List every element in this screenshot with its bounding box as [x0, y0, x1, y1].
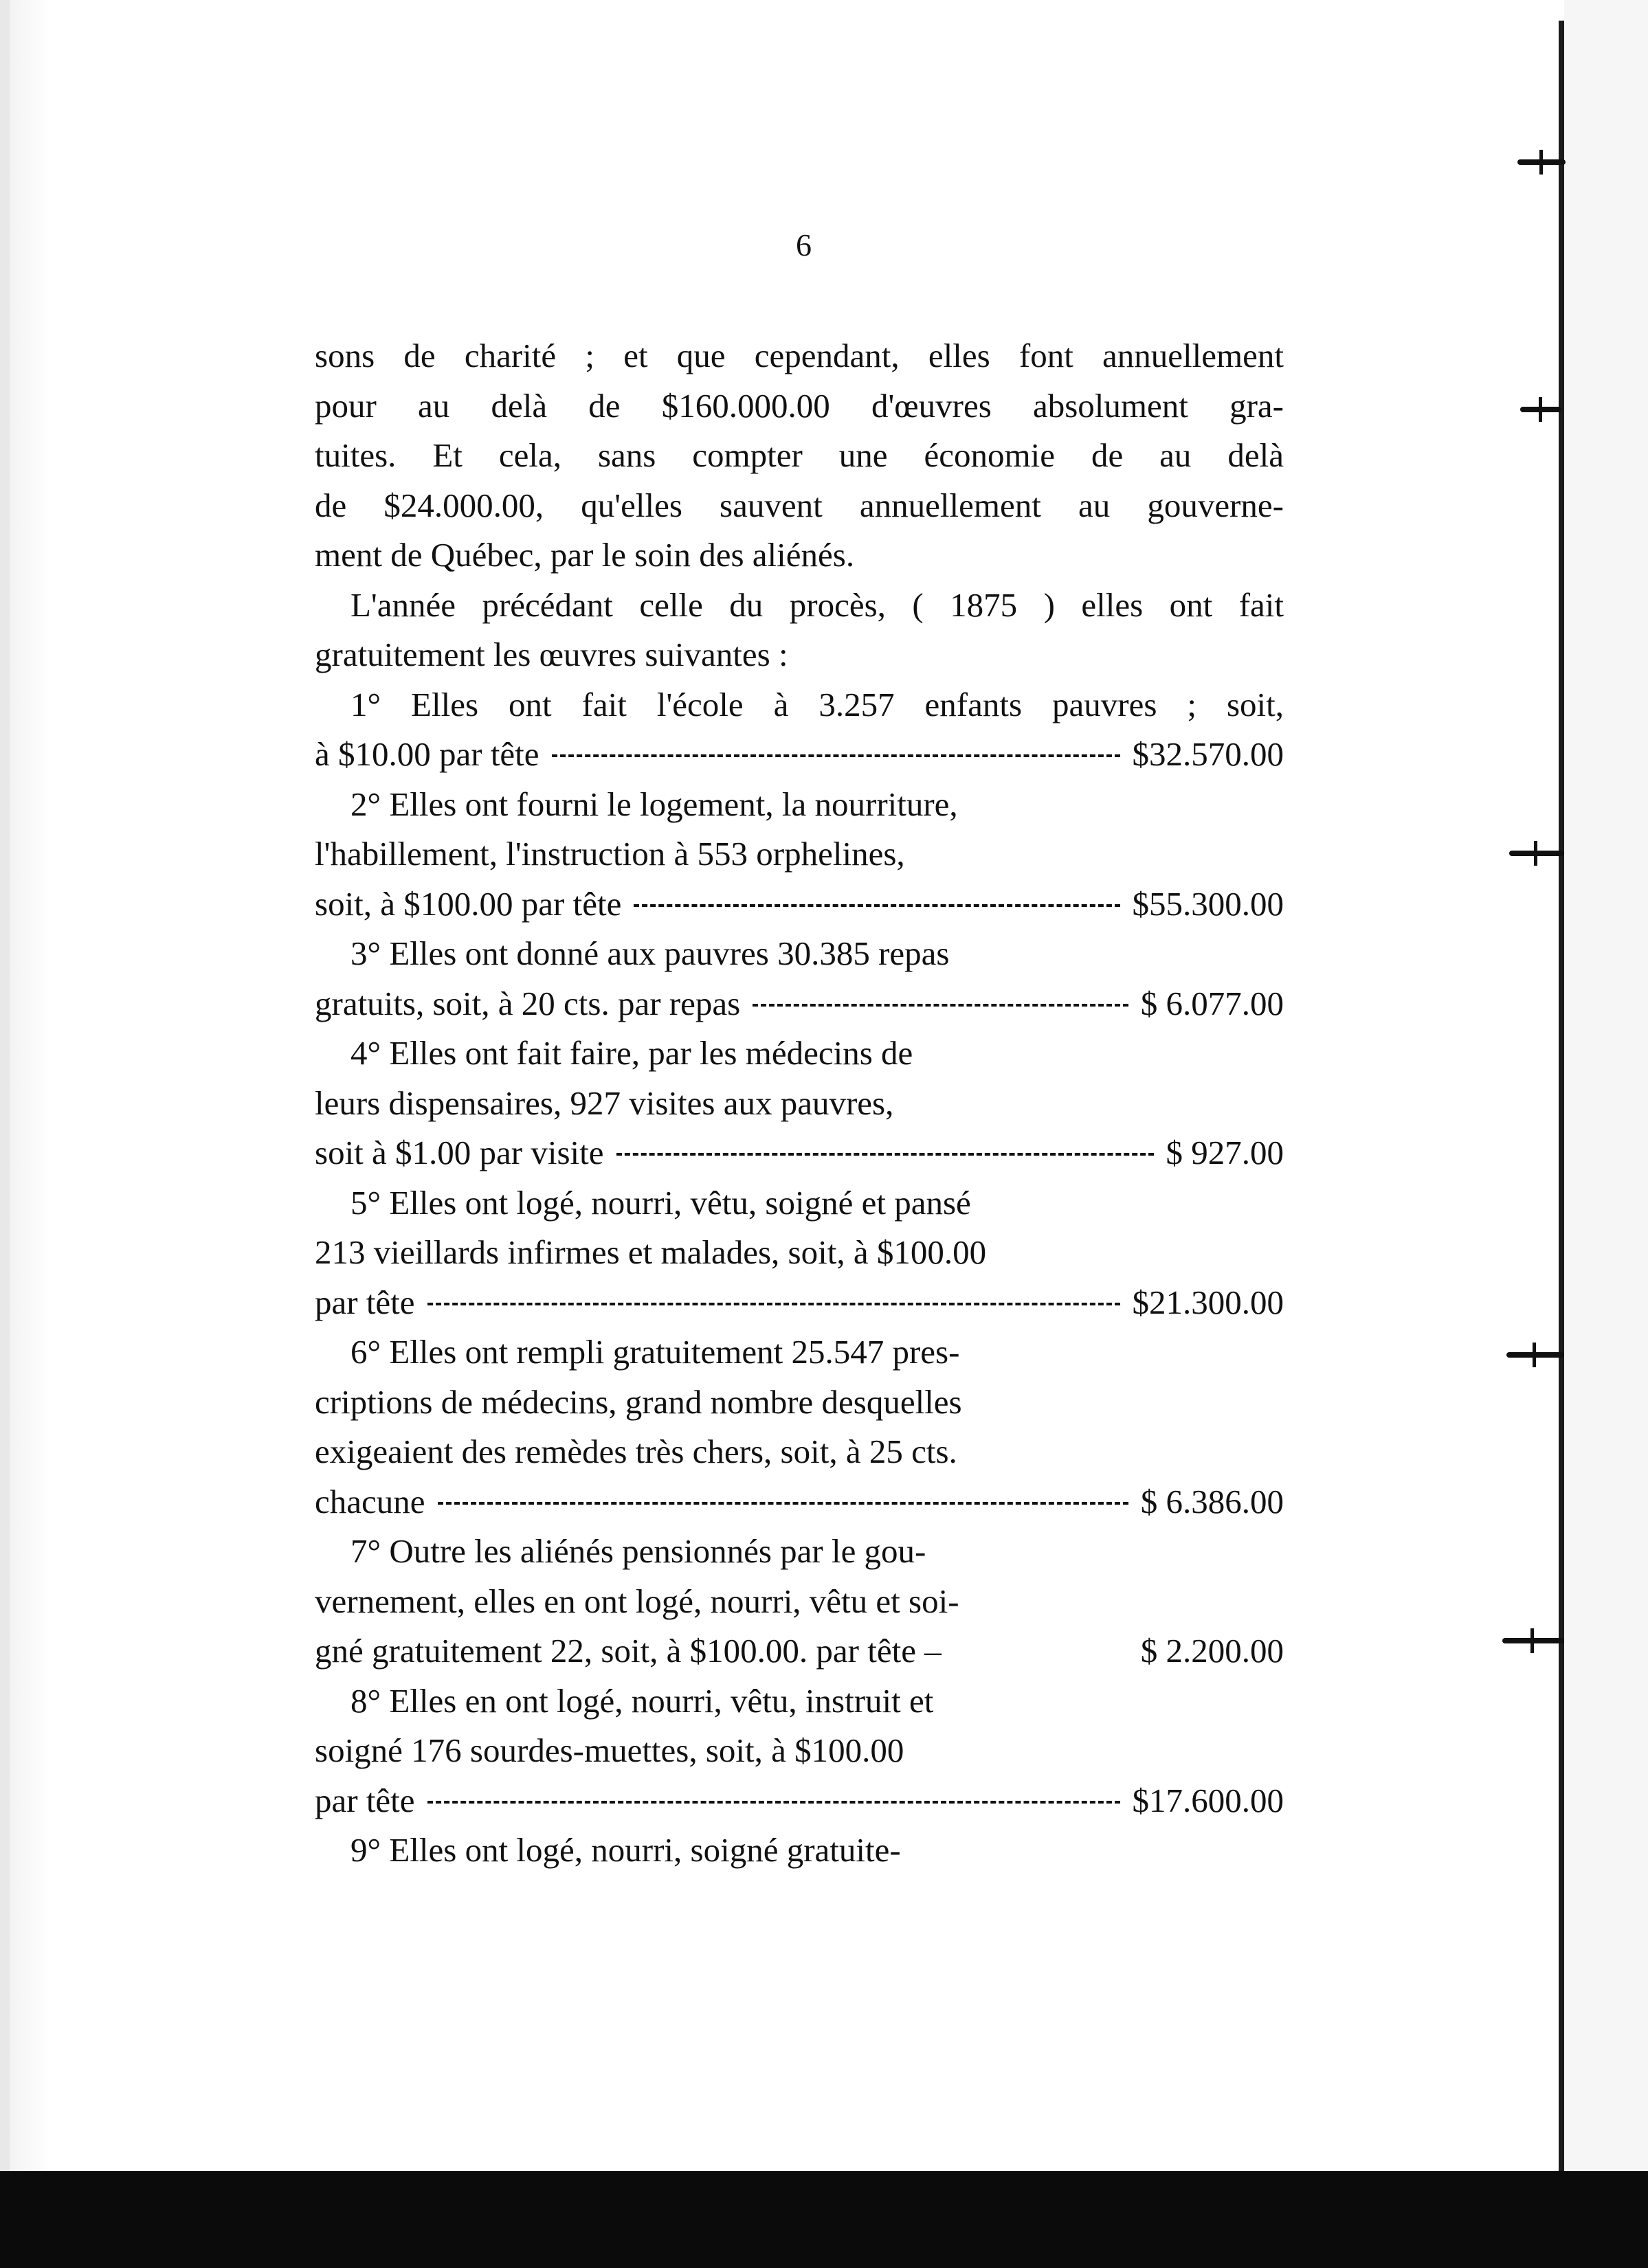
item-5-text: 213 vieillards infirmes et malades, soit, à $100.00 — [315, 1233, 987, 1271]
item-9-text: 9° Elles ont logé, nourri, soigné gratuite- — [350, 1831, 901, 1869]
scan-right-edge — [1559, 21, 1564, 2171]
paragraph-line: tuites. Et cela, sans compter une économie de au delà — [315, 436, 1284, 474]
item-amount: $32.570.00 — [1132, 735, 1284, 773]
paragraph-line: pour au delà de $160.000.00 d'œuvres absolument gra- — [315, 386, 1284, 425]
dotted-leader — [427, 1801, 1120, 1804]
item-7-text: 7° Outre les aliénés pensionnés par le gou- — [350, 1532, 926, 1570]
item-6-text: exigeaient des remèdes très chers, soit, à 25 cts. — [315, 1433, 957, 1470]
binding-mark — [1506, 1352, 1564, 1358]
item-2-text: 2° Elles ont fourni le logement, la nourriture, — [350, 785, 958, 823]
item-4-text: 4° Elles ont fait faire, par les médecins de — [350, 1034, 913, 1072]
item-8-text: soigné 176 sourdes-muettes, soit, à $100.00 — [315, 1731, 904, 1769]
item-8-entry — [315, 1776, 1284, 1826]
dotted-leader — [616, 1153, 1154, 1156]
item-8-text: 8° Elles en ont logé, nourri, vêtu, instruit et — [350, 1681, 934, 1720]
dotted-leader — [634, 904, 1120, 907]
item-2-text: l'habillement, l'instruction à 553 orphelines, — [315, 835, 905, 873]
item-label: soit, à $100.00 par tête — [315, 884, 622, 923]
binding-mark — [1502, 1638, 1564, 1643]
item-label: par tête — [315, 1283, 415, 1321]
intro-line: gratuitement les œuvres suivantes : — [315, 636, 788, 673]
dotted-leader — [753, 1004, 1128, 1007]
item-5-text: 5° Elles ont logé, nourri, vêtu, soigné et pansé — [350, 1183, 971, 1222]
item-7-entry — [315, 1626, 1284, 1676]
scan-left-edge — [0, 0, 10, 2268]
paragraph-line: sons de charité ; et que cependant, elles font annuellement — [315, 337, 1284, 374]
item-4-entry — [315, 1128, 1284, 1178]
dotted-leader — [552, 754, 1120, 757]
item-1-entry — [315, 730, 1284, 780]
scan-right-margin — [1564, 0, 1648, 2268]
item-amount: $17.600.00 — [1132, 1781, 1284, 1819]
paragraph-line: de $24.000.00, qu'elles sauvent annuellement au gouverne- — [315, 486, 1284, 524]
item-2-entry — [315, 879, 1284, 930]
scan-left-shadow — [10, 0, 51, 2268]
item-6-text: criptions de médecins, grand nombre desquelles — [315, 1382, 962, 1421]
binding-mark — [1517, 159, 1566, 165]
item-6-entry — [315, 1477, 1284, 1527]
item-3-entry — [315, 979, 1284, 1029]
item-label: à $10.00 par tête — [315, 735, 539, 773]
item-5-entry — [315, 1278, 1284, 1328]
scan-bottom-border — [0, 2171, 1648, 2268]
item-label: par tête — [315, 1781, 415, 1819]
item-amount: $ 927.00 — [1166, 1134, 1284, 1171]
item-amount: $ 6.386.00 — [1140, 1482, 1284, 1520]
item-amount: $ 6.077.00 — [1140, 984, 1284, 1022]
item-label: gratuits, soit, à 20 cts. par repas — [315, 984, 741, 1022]
page-number: 6 — [796, 227, 812, 262]
intro-line: L'année précédant celle du procès, ( 1875 ) elles ont fait — [350, 585, 1284, 624]
dotted-leader — [438, 1502, 1128, 1505]
dotted-leader — [427, 1303, 1120, 1305]
item-label: chacune — [315, 1482, 425, 1520]
item-6-text: 6° Elles ont rempli gratuitement 25.547 pres- — [350, 1333, 960, 1371]
item-4-text: leurs dispensaires, 927 visites aux pauvres, — [315, 1084, 894, 1122]
paragraph-line: ment de Québec, par le soin des aliénés. — [315, 536, 855, 574]
item-3-text: 3° Elles ont donné aux pauvres 30.385 repas — [350, 934, 950, 972]
binding-mark — [1509, 851, 1564, 856]
item-amount: $21.300.00 — [1132, 1283, 1284, 1321]
binding-mark — [1520, 407, 1561, 412]
item-label: soit à $1.00 par visite — [315, 1134, 604, 1171]
item-amount: $55.300.00 — [1132, 884, 1284, 923]
item-1-text: 1° Elles ont fait l'école à 3.257 enfants pauvres ; soit, — [350, 685, 1284, 723]
item-amount: $ 2.200.00 — [1140, 1632, 1284, 1670]
item-label: gné gratuitement 22, soit, à $100.00. par tête – — [315, 1632, 942, 1670]
page-body — [315, 331, 1284, 1876]
item-7-text: vernement, elles en ont logé, nourri, vêtu et soi- — [315, 1582, 959, 1620]
